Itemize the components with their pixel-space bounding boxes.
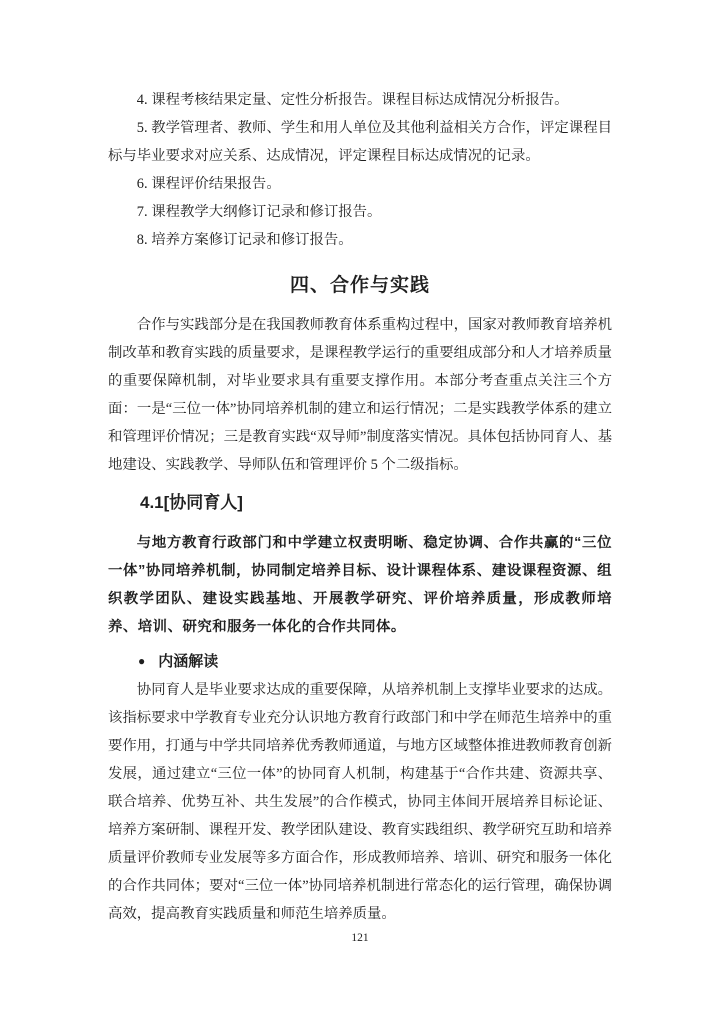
page-number: 121 — [351, 932, 369, 944]
bullet-item — [108, 647, 612, 676]
numbered-list-item-8: 8. 培养方案修订记录和修订报告。 — [136, 232, 353, 248]
numbered-list-item-6: 6. 课程评价结果报告。 — [136, 176, 281, 192]
numbered-list-item-7: 7. 课程教学大纲修订记录和修订报告。 — [136, 204, 382, 220]
numbered-list-item-5: 5. 教学管理者、教师、学生和用人单位及其他利益相关方合作，评定课程目标与毕业要求对应关系、达成情况，评定课程目标达成情况的记录。 — [108, 120, 612, 164]
section-heading: 四、合作与实践 — [289, 275, 430, 296]
numbered-list-item-4: 4. 课程考核结果定量、定性分析报告。课程目标达成情况分析报告。 — [136, 92, 569, 108]
interpretation-paragraph: 协同育人是毕业要求达成的重要保障，从培养机制上支撑毕业要求的达成。该指标要求中学教育专业充分认识地方教育行政部门和中学在师范生培养中的重要作用，打通与中学共同培养优秀教师通道，与地方区域整体推进教师教育创新发展，通过建立“三位一体”的协同育人机制，构建基于“合作共建、资源共享、联合培养、优势互补、共生发展”的合作模式，协同主体间开展培养目标论证、培养方案研制、课程开发、教学团队建设、教育实践组织、教学研究互助和培养质量评价教师专业发展等多方面合作，形成教师培养、培训、研究和服务一体化的合作共同体；要对“三位一体”协同培养机制进行常态化的运行管理，确保协调高效，提高教育实践质量和师范生培养质量。 — [108, 682, 612, 922]
bullet-icon: ● — [138, 654, 146, 668]
subsection-heading: 4.1[协同育人] — [140, 493, 243, 512]
intro-paragraph: 合作与实践部分是在我国教师教育体系重构过程中，国家对教师教育培养机制改革和教育实践的质量要求，是课程教学运行的重要组成部分和人才培养质量的重要保障机制，对毕业要求具有重要支撑作用。本部分考查重点关注三个方面：一是“三位一体”协同培养机制的建立和运行情况；二是实践教学体系的建立和管理评价情况；三是教育实践“双导师”制度落实情况。具体包括协同育人、基地建设、实践教学、导师队伍和管理评价 5 个二级指标。 — [108, 317, 612, 473]
requirement-paragraph: 与地方教育行政部门和中学建立权责明晰、稳定协调、合作共赢的“三位一体”协同培养机制，协同制定培养目标、设计课程体系、建设课程资源、组织教学团队、建设实践基地、开展教学研究、评价培养质量，形成教师培养、培训、研究和服务一体化的合作共同体。 — [108, 535, 612, 635]
bullet-label: 内涵解读 — [158, 653, 219, 670]
